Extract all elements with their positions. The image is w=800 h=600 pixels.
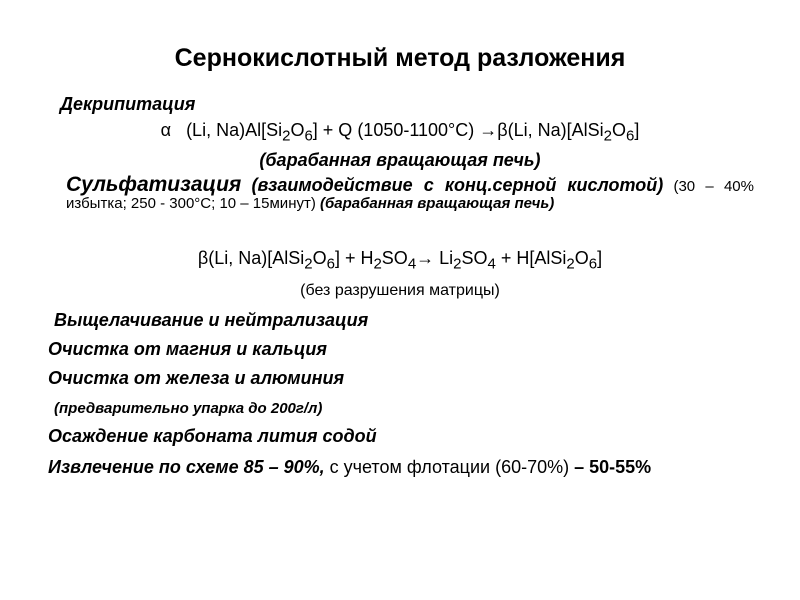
extraction-bold: Извлечение по схеме 85 – 90%, [48, 457, 325, 477]
step-precipitation: Осаждение карбоната лития содой [48, 426, 377, 446]
sulfation-heading: Сульфатизация [66, 173, 242, 196]
step-mg-ca: Очистка от магния и кальция [48, 339, 327, 359]
step-fe-al: Очистка от железа и алюминия [48, 368, 345, 388]
sulfation-furnace: (барабанная вращающая печь) [320, 195, 555, 212]
decrepitation-furnace: (барабанная вращающая печь) [259, 150, 541, 170]
sulfation-heading-note: (взаимодействие с конц.серной кислотой) [251, 175, 664, 195]
sulfation-note: (без разрушения матрицы) [300, 282, 500, 299]
sulfation-equation: β(Li, $Na)[AlSi_2O_6] + H_2SO_4\to Li_2SO_4$ + $H[AlSi_2O_6]$ [197, 248, 603, 273]
sulfation-conditions: (30 – 40% избытка; 250 - 300°С; 10 – 15минут) [66, 178, 754, 212]
sulfation-block [66, 173, 754, 212]
extraction-tail: – 50-55% [574, 457, 652, 477]
sulfation-paragraph [66, 173, 754, 212]
slide-title: Сернокислотный метод разложения [174, 44, 626, 72]
decrepitation-heading: Декрипитация [60, 94, 196, 114]
extraction-normal: с учетом флотации (60-70%) [324, 457, 575, 477]
alpha-symbol: α [160, 120, 172, 140]
step-extraction [48, 456, 754, 478]
decrepitation-equation: α (Li, $Na)Al[Si_2O_6] + Q$ (1050-1100°C) →β(Li, $Na)[AlSi_2O_6]$ [160, 120, 640, 145]
step-evaporation: (предварительно упарка до 200г/л) [54, 400, 323, 417]
step-leaching: Выщелачивание и нейтрализация [54, 310, 369, 330]
